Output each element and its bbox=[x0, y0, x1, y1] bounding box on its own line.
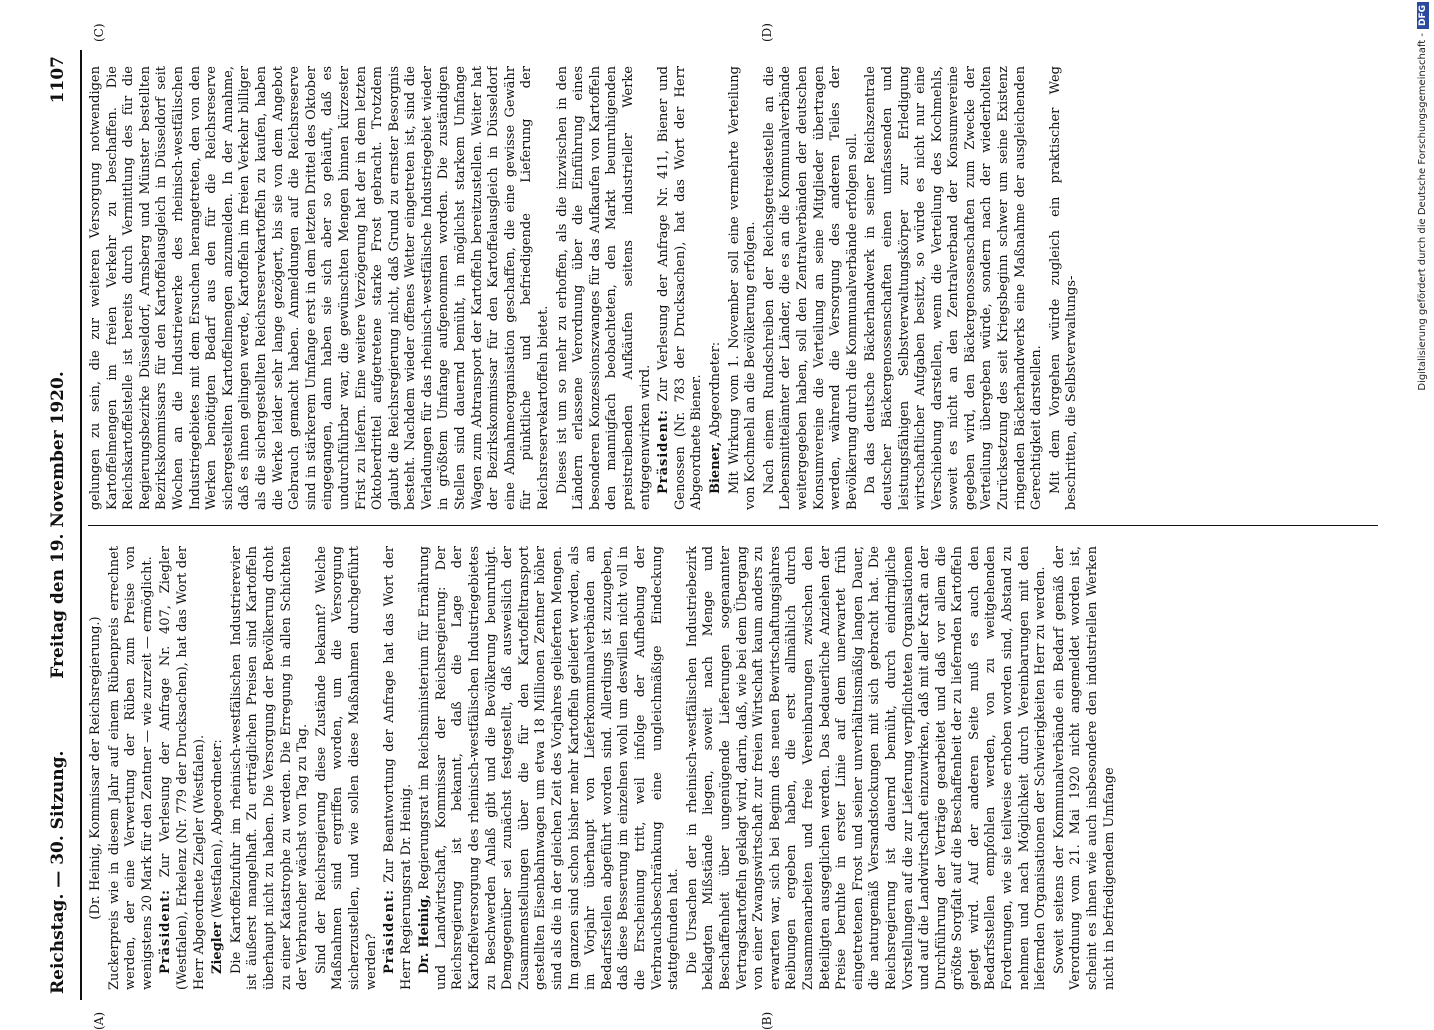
paragraph: Zuckerpreis wie in diesem Jahr auf einem Rübenpreis errechnet werden, der eine Verwertung der Rüben zum Preise von wenigstens 20 Mark für den Zentner — wie zurzeit — ermöglicht. bbox=[106, 546, 155, 990]
paragraph: Sind der Reichsregierung diese Zustände bekannt? Welche Maßnahmen sind ergriffen worden, um die Versorgung sicherzustellen, und wie sollen diese Maßnahmen durchgeführt werden? bbox=[313, 546, 379, 990]
paragraph: Präsident: Zur Verlesung der Anfrage Nr. 407, Ziegler (Westfalen), Erkelenz (Nr. 779 der Drucksachen), hat das Wort der Herr Abgeordnete Ziegler (Westfalen). bbox=[158, 546, 207, 990]
paragraph: Soweit seitens der Kommunalverbände ein Bedarf gemäß der Verordnung vom 21. Mai 1920 nicht angemeldet worden ist, scheint es ihnen wie auch insbesondere den industriellen Werken nicht in befriedigendem Umfange bbox=[1051, 546, 1117, 990]
page-number: 1107 bbox=[48, 56, 68, 104]
paragraph: gelungen zu sein, die zur weiteren Versorgung notwendigen Kartoffelmengen im freien Verkehr zu beschaffen. Die Reichskartoffelstelle ist bereits durch Vermittlung des für die Regierungsbezirke Düsseldorf, Arnsberg und Münster bestellten Bezirkskommissars für den Kartoffelausgleich in Düsseldorf seit Wochen an die Industriewerke des rheinisch-westfälischen Industriegebietes mit dem Ersuchen herangetreten, den von den Werken benötigten Bedarf aus den für die Reichsreserve sichergestellten Kartoffelmengen anzumelden. In der Annahme, daß es ihnen gelingen werde, Kartoffeln im freien Verkehr billiger als die sichergestellten Reichsreservekartoffeln zu kaufen, haben die Werke leider sehr lange gezögert, bis sie von dem Angebot Gebrauch gemacht haben. Anmeldungen auf die Reichsreserve sind in stärkerem Umfange erst in dem letzten Drittel des Oktober eingegangen, dann haben sie sich aber so gehäuft, daß es undurchführbar war, die gewünschten Mengen binnen kürzester Frist zu liefern. Eine weitere Verzögerung hat der in dem letzten Oktoberdrittel aufgetretene starke Frost gebracht. Trotzdem glaubt die Reichsregierung nicht, daß Grund zu ernster Besorgnis besteht. Nachdem wieder offenes Wetter eingetreten ist, sind die Verladungen für das rheinisch-westfälische Industriegebiet wieder in größtem Umfange aufgenommen worden. Die zuständigen Stellen sind dauernd bemüht, in möglichst starkem Umfange Wagen zum Abtransport der Kartoffeln bereitzustellen. Weiter hat der Bezirkskommissar für den Kartoffelausgleich in Düsseldorf eine Abnahmeorganisation geschaffen, die eine gewisse Gewähr für pünktliche und befriedigende Lieferung der Reichsreservekartoffeln bietet. bbox=[88, 66, 552, 510]
speaker-note: (Dr. Heinig, Kommissar der Reichsregierung.) bbox=[88, 616, 103, 920]
header-date: Freitag den 19. November 1920. bbox=[48, 371, 68, 679]
margin-mark-b: (B) bbox=[760, 1011, 774, 1030]
dfg-logo-icon: DFG bbox=[1417, 2, 1429, 29]
margin-mark-a: (A) bbox=[92, 1011, 106, 1030]
left-column bbox=[88, 546, 1378, 990]
paragraph: Präsident: Zur Verlesung der Anfrage Nr. 411, Biener und Genossen (Nr. 783 der Drucksachen), hat das Wort der Herr Abgeordnete Biener. bbox=[656, 66, 705, 510]
column-divider bbox=[88, 525, 1378, 526]
right-column bbox=[88, 66, 1378, 510]
paragraph: Die Kartoffelzufuhr im rheinisch-westfälischen Industrierevier ist äußerst mangelhaft. Zu erträglichen Preisen sind Kartoffeln überhaupt nicht zu haben. Die Versorgung der Bevölkerung droht zu einer Katastrophe zu werden. Die Erregung in allen Schichten der Verbraucher wächst von Tag zu Tag. bbox=[228, 546, 311, 990]
rotated-newspaper-page bbox=[40, 23, 1385, 1030]
digitization-strip bbox=[1414, 2, 1432, 998]
margin-mark-d: (D) bbox=[760, 23, 774, 42]
margin-mark-c: (C) bbox=[92, 23, 106, 42]
digitization-note: Digitalisierung gefördert durch die Deutsche Forschungsgemeinschaft - bbox=[1417, 33, 1428, 391]
paragraph: Da das deutsche Bäckerhandwerk in seiner Reichszentrale deutscher Bäckergenossenschaften einen umfassenden und leistungsfähigen Selbstverwaltungskörper zur Erledigung wirtschaftlicher Aufgaben besitzt, so würde es nicht nur eine Verschiebung darstellen, wenn die Verteilung des Kochmehls, soweit es nicht an den Zentralverband der Konsumvereine gegeben wird, den Bäckergenossenschaften zum Zwecke der Verteilung übergeben würde, sondern nach der wiederholten Zurücksetzung des seit Kriegsbeginn schwer um seine Existenz ringenden Bäckerhandwerks eine Maßnahme der ausgleichenden Gerechtigkeit darstellen. bbox=[863, 66, 1045, 510]
paragraph: Die Ursachen der in rheinisch-westfälischen Industriebezirk beklagten Mißstände liegen, soweit nach Menge und Beschaffenheit über ungenügende Lieferungen sogenannter Vertragskartoffeln geklagt wird, darin, daß, wie bei dem Übergang von einer Zwangswirtschaft zur freien Wirtschaft kaum anders zu erwarten war, sich bei Beginn des neuen Bewirtschaftungsjahres Reibungen ergeben haben, die erst allmählich durch Zusammenarbeiten und freie Vereinbarungen zwischen den Beteiligten ausgeglichen werden. Das bedauerliche Anziehen der Preise beruhte in erster Linie auf dem unerwartet früh eingetretenen Frost und seiner unverhältnismäßig langen Dauer, die naturgemäß Versandstockungen mit sich gebracht hat. Die Reichsregierung ist dauernd bemüht, durch eindringliche Vorstellungen auf die zur Lieferung verpflichteten Organisationen und auf die Landwirtschaft einzuwirken, daß mit aller Kraft an der Durchführung der Verträge gearbeitet und daß vor allem die größte Sorgfalt auf die Beschaffenheit der zu liefernden Kartoffeln gelegt wird. Auf der anderen Seite muß es auch den Bedarfsstellen empfohlen werden, von zu weitgehenden Forderungen, wie sie teilweise erhoben worden sind, Abstand zu nehmen und nach Möglichkeit durch Vereinbarungen mit den liefernden Organisationen der Schwierigkeiten Herr zu werden. bbox=[684, 546, 1049, 990]
page-header bbox=[40, 50, 82, 1000]
paragraph: Dieses ist um so mehr zu erhoffen, als die inzwischen in den Ländern erlassene Verordnung über die Einführung eines besonderen Konzessionszwanges für das Aufkaufen von Kartoffeln den mannigfach beobachteten, den Markt beunruhigenden preistreibenden Aufkäufen seitens industrieller Werke entgegenwirken wird. bbox=[554, 66, 653, 510]
paragraph: Nach einem Rundschreiben der Reichsgetreidestelle an die Lebensmittelämter der Länder, die es an die Kommunalverbände weitergegeben haben, soll den Zentralverbänden der deutschen Konsumvereine die Verteilung an seine Mitglieder übertragen werden, während die Versorgung des anderen Teiles der Bevölkerung durch die Kommunalverbände erfolgen soll. bbox=[761, 66, 860, 510]
paragraph: Biener, Abgeordneter: bbox=[707, 341, 723, 494]
paragraph: Ziegler (Westfalen), Abgeordneter: bbox=[210, 739, 226, 974]
paragraph: Dr. Heinig, Regierungsrat im Reichsministerium für Ernährung und Landwirtschaft, Kommissar der Reichsregierung: Der Reichsregierung ist bekannt, daß die Lage der Kartoffelversorgung des rheinisch-westfälischen Industriegebietes zu Beschwerden Anlaß gibt und die Bevölkerung beunruhigt. Demgegenüber sei zunächst festgestellt, daß ausweislich der Zusammenstellungen über die für den Kartoffeltransport gestellten Eisenbahnwagen um etwa 18 Millionen Zentner höher sind als die in der gleichen Zeit des Vorjahres gelieferten Mengen. Im ganzen sind schon bisher mehr Kartoffeln geliefert worden, als im Vorjahr überhaupt von Lieferkommunalverbänden an Bedarfsstellen abgeführt worden sind. Allerdings ist zuzugeben, daß diese Besserung im einzelnen wohl um deswillen nicht voll in die Erscheinung tritt, weil infolge der Aufhebung der Verbrauchsbeschränkung eine ungleichmäßige Eindeckung stattgefunden hat. bbox=[417, 546, 682, 990]
paragraph: Mit Wirkung vom 1. November soll eine vermehrte Verteilung von Kochmehl an die Bevölkerung erfolgen. bbox=[726, 66, 759, 510]
paragraph: Präsident: Zur Beantwortung der Anfrage hat das Wort der Herr Regierungsrat Dr. Heinig. bbox=[382, 546, 414, 990]
header-session: Reichstag. — 30. Sitzung. bbox=[48, 750, 68, 994]
paragraph: Mit dem Vorgehen würde zugleich ein praktischer Weg beschritten, die Selbstverwaltungs- bbox=[1047, 66, 1080, 510]
